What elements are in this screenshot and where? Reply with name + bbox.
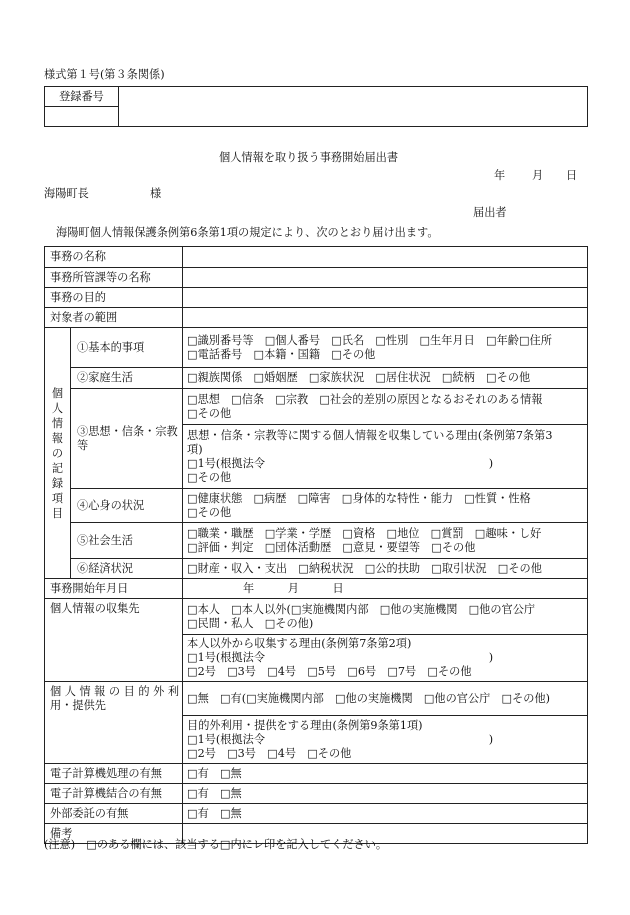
social-life-label: ⑤社会生活 (71, 523, 183, 559)
external-use-options[interactable]: □無 □有(□実施機関内部 □他の実施機関 □他の官公庁 □その他) (183, 682, 588, 716)
belief-line2: □その他 (187, 406, 232, 420)
belief-reason-line2: 項) (187, 442, 203, 456)
remarks-label: 備考 (45, 824, 183, 844)
collection-options[interactable] (183, 599, 588, 635)
basic-items-line1: □識別番号等 □個人番号 □氏名 □性別 □生年月日 □年齢□住所 (187, 333, 552, 347)
start-date-label: 事務開始年月日 (45, 579, 183, 599)
collection-reason-options[interactable] (183, 635, 588, 682)
health-label: ④心身の状況 (71, 489, 183, 523)
department-name-label: 事務所管課等の名称 (45, 268, 183, 288)
collection-reason-line3: □2号 □3号 □4号 □5号 □6号 □7号 □その他 (187, 665, 472, 678)
intro-text: 海陽町個人情報保護条例第6条第1項の規定により、次のとおり届け出ます。 (56, 226, 439, 239)
belief-line1: □思想 □信条 □宗教 □社会的差別の原因となるおそれのある情報 (187, 392, 543, 406)
external-use-label-line1: 個人情報の目的外利 (50, 685, 180, 698)
target-scope-field[interactable] (183, 308, 588, 328)
social-life-line2: □評価・判定 □団体活動歴 □意見・要望等 □その他 (187, 540, 476, 554)
basic-items-line2: □電話番号 □本籍・国籍 □その他 (187, 347, 376, 361)
target-scope-label: 対象者の範囲 (45, 308, 183, 328)
economic-label: ⑥経済状況 (71, 559, 183, 579)
belief-reason-line4: □その他 (187, 470, 232, 484)
registration-label: 登録番号 (45, 87, 119, 107)
family-life-label: ②家庭生活 (71, 368, 183, 389)
outsourcing-options[interactable]: □有 □無 (183, 804, 588, 824)
external-use-reason-options[interactable] (183, 716, 588, 764)
department-name-field[interactable] (183, 268, 588, 288)
record-items-cell (45, 328, 71, 579)
health-line2: □その他 (187, 505, 232, 519)
document-title: 個人情報を取り扱う事務開始届出書 (219, 151, 399, 164)
addressee-name: 海陽町長 (44, 187, 89, 200)
collection-line2: □民間・私人 □その他) (187, 616, 314, 630)
computer-link-options[interactable]: □有 □無 (183, 784, 588, 804)
start-date-field[interactable]: 年 月 日 (183, 579, 588, 599)
record-items-label: 個人情報の記録項目 (51, 386, 64, 520)
health-options[interactable] (183, 489, 588, 523)
computer-processing-label: 電子計算機処理の有無 (45, 764, 183, 784)
registration-input[interactable] (119, 87, 588, 127)
external-use-reason-line3: □2号 □3号 □4号 □その他 (187, 746, 352, 760)
submitter-label: 届出者 (473, 206, 507, 219)
social-life-line1: □職業・職歴 □学業・学歴 □資格 □地位 □賞罰 □趣味・し好 (187, 526, 542, 540)
purpose-label: 事務の目的 (45, 288, 183, 308)
belief-reason-line3: □1号(根拠法令 ) (187, 456, 494, 470)
main-form-table (44, 246, 588, 844)
collection-reason-line2: □1号(根拠法令 ) (187, 651, 494, 664)
date-year: 年 (494, 169, 506, 182)
social-life-options[interactable] (183, 523, 588, 559)
computer-processing-options[interactable]: □有 □無 (183, 764, 588, 784)
computer-link-label: 電子計算機結合の有無 (45, 784, 183, 804)
office-name-field[interactable] (183, 247, 588, 268)
office-name-label: 事務の名称 (45, 247, 183, 268)
date-day: 日 (566, 169, 578, 182)
outsourcing-label: 外部委託の有無 (45, 804, 183, 824)
health-line1: □健康状態 □病歴 □障害 □身体的な特性・能力 □性質・性格 (187, 491, 531, 505)
belief-label: ③思想・信条・宗教等 (77, 424, 178, 452)
belief-label-cell (71, 389, 183, 489)
footnote: (注意) □のある欄には、該当する□内にレ印を記入してください。 (44, 838, 388, 851)
external-use-label-line2: 用・提供先 (50, 699, 106, 712)
basic-items-options[interactable] (183, 328, 588, 368)
collection-label: 個人情報の収集先 (45, 599, 183, 682)
purpose-field[interactable] (183, 288, 588, 308)
belief-reason-line1: 思想・信条・宗教等に関する個人情報を収集している理由(条例第7条第3 (187, 428, 553, 442)
basic-items-label: ①基本的事項 (71, 328, 183, 368)
collection-line1: □本人 □本人以外(□実施機関内部 □他の実施機関 □他の官公庁 (187, 602, 536, 616)
external-use-reason-line1: 目的外利用・提供をする理由(条例第9条第1項) (187, 718, 423, 732)
belief-options[interactable] (183, 389, 588, 425)
collection-reason-line1: 本人以外から収集する理由(条例第7条第2項) (187, 637, 412, 650)
family-life-options[interactable]: □親族関係 □婚姻歴 □家族状況 □居住状況 □続柄 □その他 (183, 368, 588, 389)
addressee-honorific: 様 (150, 187, 162, 200)
economic-options[interactable]: □財産・収入・支出 □納税状況 □公的扶助 □取引状況 □その他 (183, 559, 588, 579)
form-number: 様式第１号(第３条関係) (44, 68, 165, 81)
registration-label-blank (45, 107, 119, 127)
external-use-reason-line2: □1号(根拠法令 ) (187, 732, 494, 746)
belief-reason-options[interactable] (183, 425, 588, 489)
external-use-label-cell (45, 682, 183, 764)
date-month: 月 (532, 169, 544, 182)
registration-table (44, 86, 588, 127)
